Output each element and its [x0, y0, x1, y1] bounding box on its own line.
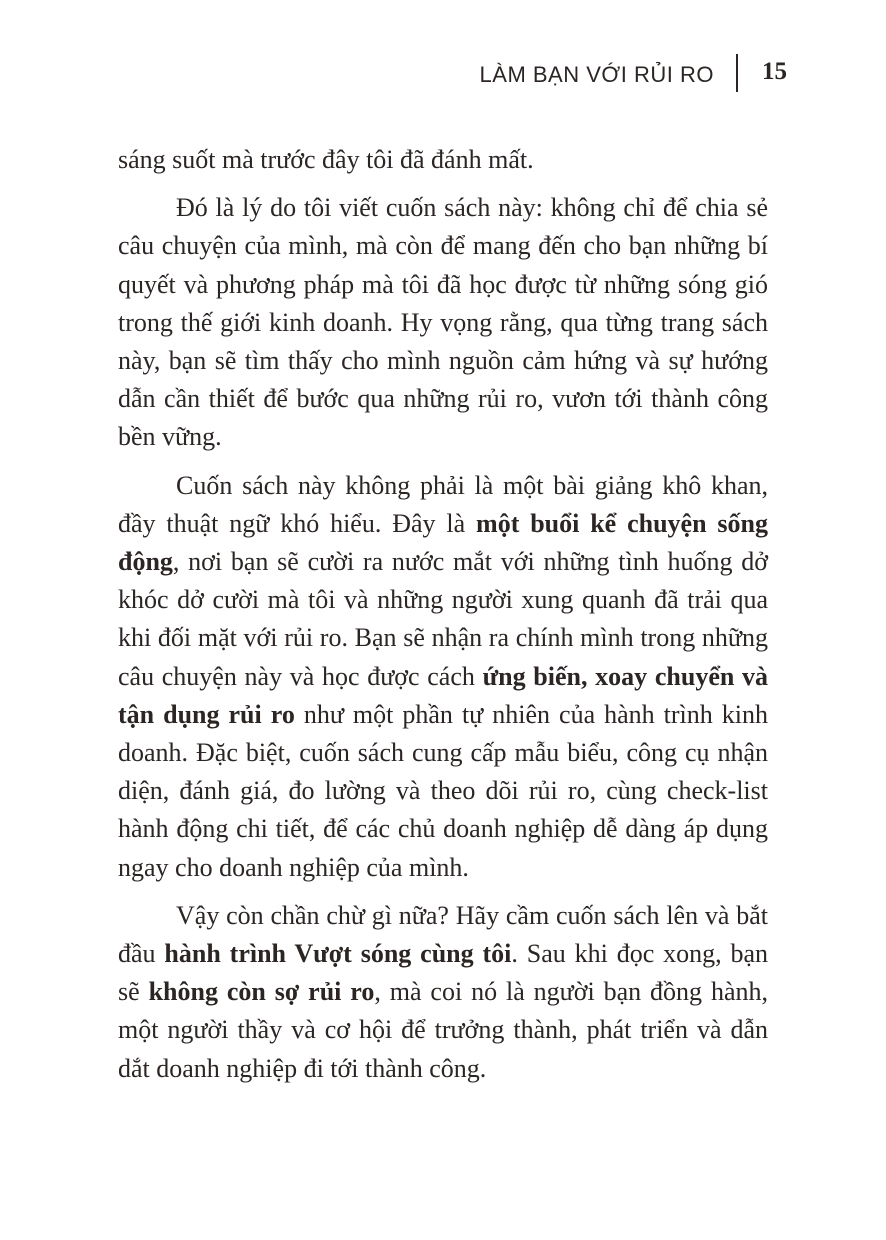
text-run: Đó là lý do tôi viết cuốn sách này: không chỉ để chia sẻ câu chuyện của mình, mà còn để mang đến cho bạn những bí quyết và phương pháp mà tôi đã học được từ những sóng gió trong thế giới kinh doanh. Hy vọng rằng, qua từng trang sách này, bạn sẽ tìm thấy cho mình nguồn cảm hứng và sự hướng dẫn cần thiết để bước qua những rủi ro, vươn tới thành công bền vững.	[118, 193, 768, 452]
bold-text-run: không còn sợ rủi ro	[148, 977, 375, 1007]
body-text	[118, 141, 768, 1088]
page-number: 15	[762, 58, 787, 85]
text-run: . Sau khi đọc xong, bạn sẽ	[118, 939, 769, 1007]
text-run: sáng suốt mà trước đây tôi đã đánh mất.	[118, 145, 534, 174]
text-run: Vậy còn chần chừ gì nữa? Hãy cầm cuốn sách lên và bắt đầu	[118, 900, 768, 969]
text-run: Cuốn sách này không phải là một bài giảng khô khan, đầy thuật ngữ khó hiểu. Đây là	[118, 470, 768, 538]
bold-text-run: hành trình Vượt sóng cùng tôi	[164, 939, 512, 969]
bold-text-run: ứng biến, xoay chuyển và tận dụng rủi ro	[118, 661, 768, 729]
text-run: như một phần tự nhiên của hành trình kinh doanh. Đặc biệt, cuốn sách cung cấp mẫu biểu, công cụ nhận diện, đánh giá, đo lường và theo dõi rủi ro, cùng check-list hành động chi tiết, để các chủ doanh nghiệp dễ dàng áp dụng ngay cho doanh nghiệp của mình.	[118, 699, 769, 882]
text-run: , mà coi nó là người bạn đồng hành, một người thầy và cơ hội để trưởng thành, phát triển và dẫn dắt doanh nghiệp đi tới thành công.	[118, 977, 768, 1083]
paragraph	[118, 189, 768, 456]
header-divider	[736, 54, 738, 92]
bold-text-run: một buổi kể chuyện sống động	[118, 508, 768, 577]
paragraph	[118, 141, 768, 179]
paragraph	[118, 897, 768, 1088]
page-header	[0, 54, 886, 94]
running-title: LÀM BẠN VỚI RỦI RO	[479, 62, 714, 87]
paragraph	[118, 467, 768, 887]
text-run: , nơi bạn sẽ cười ra nước mắt với những tình huống dở khóc dở cười mà tôi và những người xung quanh đã trải qua khi đối mặt với rủi ro. Bạn sẽ nhận ra chính mình trong những câu chuyện này và học được cách	[118, 547, 768, 691]
